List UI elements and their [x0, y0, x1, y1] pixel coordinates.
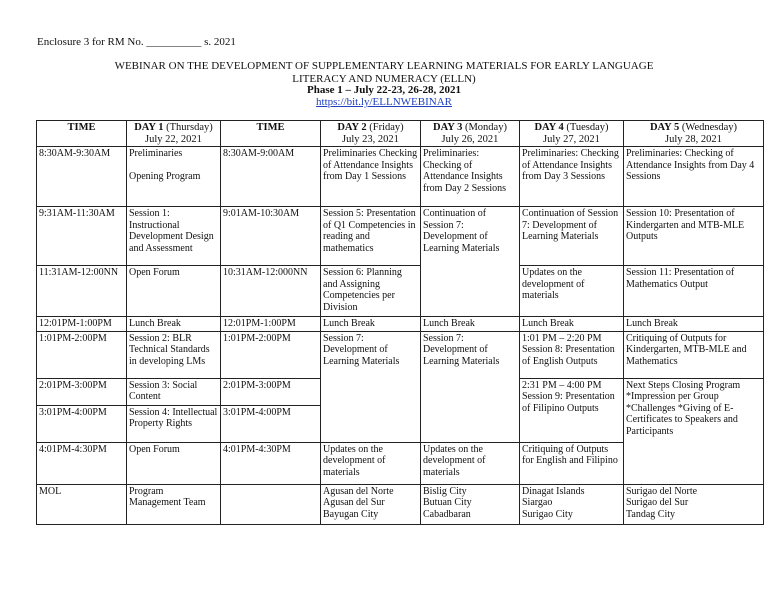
day4-cell: Dinagat Islands Siargao Surigao City: [520, 484, 624, 524]
schedule-table: [36, 120, 764, 525]
col-header-time-2: TIME: [221, 121, 321, 147]
col-header-day-3: DAY 3 (Monday) July 26, 2021: [421, 121, 520, 147]
day1-cell: Preliminaries Opening Program: [127, 147, 221, 207]
day1-cell: Session 2: BLR Technical Standards in developing LMs: [127, 331, 221, 378]
time-cell: 12:01PM-1:00PM: [37, 317, 127, 332]
time-cell: 3:01PM-4:00PM: [221, 405, 321, 442]
col-header-day-1: DAY 1 (Thursday) July 22, 2021: [127, 121, 221, 147]
day4-cell: Preliminaries: Checking of Attendance Insights from Day 3 Sessions: [520, 147, 624, 207]
webinar-link[interactable]: https://bit.ly/ELLNWEBINAR: [316, 96, 452, 108]
time-cell: 9:31AM-11:30AM: [37, 207, 127, 266]
day3-cell: Preliminaries: Checking of Attendance Insights from Day 2 Sessions: [421, 147, 520, 207]
table-row: [37, 484, 764, 524]
phase-line: Phase 1 – July 22-23, 26-28, 2021: [307, 84, 461, 96]
enclosure-line: Enclosure 3 for RM No. __________ s. 2021: [37, 36, 236, 48]
col-header-day-2: DAY 2 (Friday) July 23, 2021: [321, 121, 421, 147]
time-cell: 8:30AM-9:30AM: [37, 147, 127, 207]
time-cell: 2:01PM-3:00PM: [221, 378, 321, 405]
day3-cell: Continuation of Session 7: Development of Learning Materials: [421, 207, 520, 317]
time-cell: 11:31AM-12:00NN: [37, 266, 127, 317]
col-header-day-4: DAY 4 (Tuesday) July 27, 2021: [520, 121, 624, 147]
day1-cell: Open Forum: [127, 266, 221, 317]
day5-cell: Preliminaries: Checking of Attendance Insights from Day 4 Sessions: [624, 147, 764, 207]
webinar-link-line: [0, 96, 768, 109]
day5-cell: Surigao del Norte Surigao del Sur Tandag City: [624, 484, 764, 524]
time-cell: 9:01AM-10:30AM: [221, 207, 321, 266]
time-cell: 4:01PM-4:30PM: [37, 442, 127, 484]
time-cell: 1:01PM-2:00PM: [221, 331, 321, 378]
day1-cell: Session 4: Intellectual Property Rights: [127, 405, 221, 442]
day3-cell: Bislig City Butuan City Cabadbaran: [421, 484, 520, 524]
time-cell: 10:31AM-12:000NN: [221, 266, 321, 317]
time-cell: 4:01PM-4:30PM: [221, 442, 321, 484]
day3-cell: Session 7: Development of Learning Materials: [421, 331, 520, 442]
time-cell: 12:01PM-1:00PM: [221, 317, 321, 332]
time-cell: 3:01PM-4:00PM: [37, 405, 127, 442]
day4-cell: Updates on the development of materials: [520, 266, 624, 317]
day2-cell: Preliminaries Checking of Attendance Insights from Day 1 Sessions: [321, 147, 421, 207]
webinar-title: [0, 60, 768, 85]
day2-cell: Session 7: Development of Learning Materials: [321, 331, 421, 442]
time-cell: [221, 484, 321, 524]
day2-cell: Lunch Break: [321, 317, 421, 332]
table-row: [37, 331, 764, 378]
table-header-row: [37, 121, 764, 147]
time-cell: 1:01PM-2:00PM: [37, 331, 127, 378]
day4-cell: Critiquing of Outputs for English and Filipino: [520, 442, 624, 484]
day5-cell: Lunch Break: [624, 317, 764, 332]
day5-cell: Session 10: Presentation of Kindergarten and MTB-MLE Outputs: [624, 207, 764, 266]
table-row: [37, 266, 764, 317]
day1-cell: Open Forum: [127, 442, 221, 484]
day1-cell: Lunch Break: [127, 317, 221, 332]
day4-cell: 2:31 PM – 4:00 PM Session 9: Presentation of Filipino Outputs: [520, 378, 624, 442]
day2-cell: Agusan del Norte Agusan del Sur Bayugan City: [321, 484, 421, 524]
day2-cell: Session 6: Planning and Assigning Competencies per Division: [321, 266, 421, 317]
day1-cell: Session 3: Social Content: [127, 378, 221, 405]
day2-cell: Updates on the development of materials: [321, 442, 421, 484]
table-row: [37, 207, 764, 266]
day5-cell: Next Steps Closing Program *Impression per Group *Challenges *Giving of E-Certificates to Speakers and Participants: [624, 378, 764, 484]
day5-cell: Critiquing of Outputs for Kindergarten, MTB-MLE and Mathematics: [624, 331, 764, 378]
col-header-time-1: TIME: [37, 121, 127, 147]
day2-cell: Session 5: Presentation of Q1 Competencies in reading and mathematics: [321, 207, 421, 266]
day5-cell: Session 11: Presentation of Mathematics Output: [624, 266, 764, 317]
day1-cell: Session 1: Instructional Development Design and Assessment: [127, 207, 221, 266]
day4-cell: Continuation of Session 7: Development of Learning Materials: [520, 207, 624, 266]
day3-cell: Lunch Break: [421, 317, 520, 332]
day3-cell: Updates on the development of materials: [421, 442, 520, 484]
time-cell: 2:01PM-3:00PM: [37, 378, 127, 405]
time-cell: 8:30AM-9:00AM: [221, 147, 321, 207]
col-header-day-5: DAY 5 (Wednesday) July 28, 2021: [624, 121, 764, 147]
table-row: [37, 147, 764, 207]
mol-label-cell: MOL: [37, 484, 127, 524]
day4-cell: Lunch Break: [520, 317, 624, 332]
day1-cell: Program Management Team: [127, 484, 221, 524]
day4-cell: 1:01 PM – 2:20 PM Session 8: Presentation of English Outputs: [520, 331, 624, 378]
title-line-1: WEBINAR ON THE DEVELOPMENT OF SUPPLEMENTARY LEARNING MATERIALS FOR EARLY LANGUAGE: [114, 60, 654, 72]
title-line-2: LITERACY AND NUMERACY (ELLN): [292, 72, 476, 85]
table-row: [37, 317, 764, 332]
